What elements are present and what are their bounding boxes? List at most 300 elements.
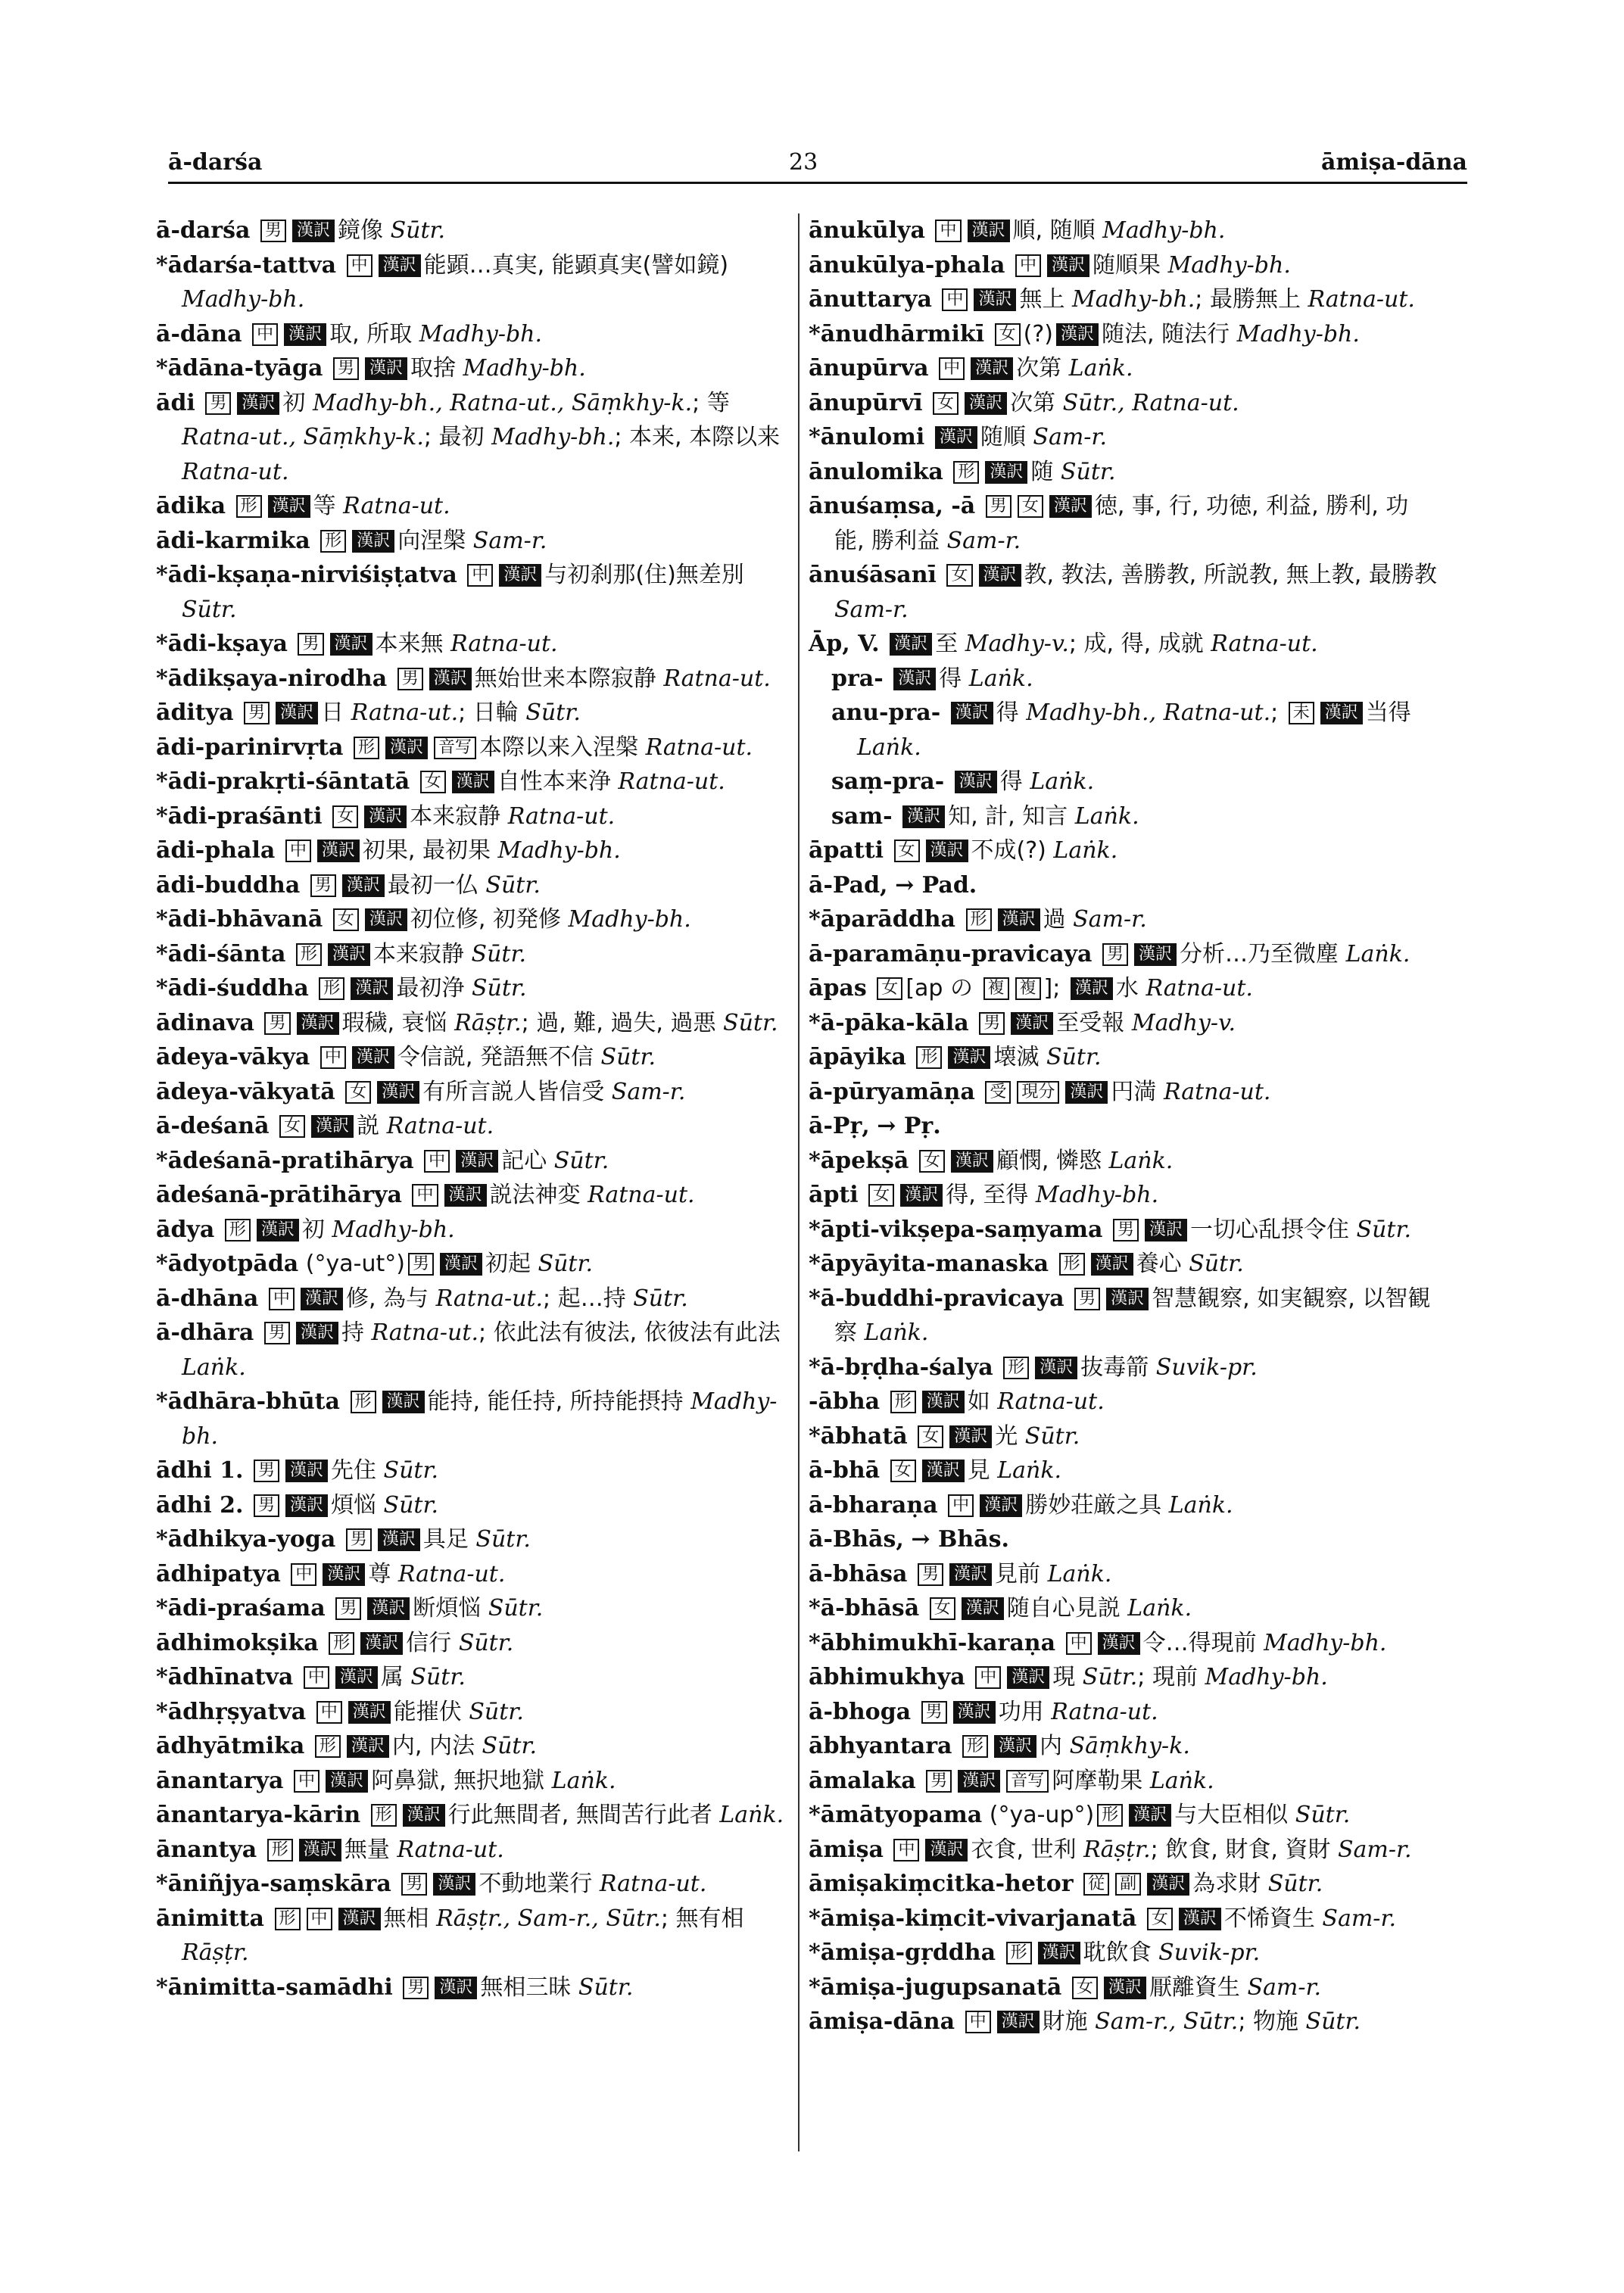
- dictionary-entry: [809, 1144, 1437, 1179]
- entry-headword: *ā-bṛḍha-śalya: [809, 1354, 993, 1381]
- entry-headword: ādinava: [156, 1009, 254, 1036]
- entry-headword: *āmiṣa-jugupsanatā: [809, 1974, 1062, 2001]
- entry-headword: ānupūrvī: [809, 389, 923, 416]
- gloss-text: 本際以来入涅槃: [479, 734, 646, 761]
- source-reference: Laṅk.: [1108, 1147, 1174, 1174]
- gloss-text: 説法神変: [489, 1182, 588, 1208]
- entry-headword: pra-: [831, 665, 884, 692]
- source-reference: Ratna-ut.: [645, 734, 753, 761]
- grammar-tag: 男: [926, 1770, 952, 1793]
- entry-headword: ādhi 1.: [156, 1457, 244, 1484]
- entry-headword: *ānulomi: [809, 424, 925, 450]
- gloss-text: 得: [939, 665, 969, 692]
- dictionary-entry: [156, 1902, 784, 1971]
- grammar-tag: 男: [310, 874, 336, 897]
- grammar-tag: 音写: [1006, 1770, 1049, 1793]
- source-reference: Laṅk.: [857, 734, 921, 761]
- source-reference: Madhy-v.: [1131, 1009, 1236, 1036]
- source-reference: Laṅk.: [182, 1354, 246, 1381]
- gloss-text: ; 日輪: [458, 699, 526, 726]
- translation-tag: 漢訳: [893, 668, 936, 690]
- source-reference: Sūtr.: [1305, 2008, 1361, 2035]
- entry-headword: ānuśāsanī: [809, 562, 937, 588]
- gloss-text: 説: [357, 1113, 387, 1139]
- gloss-text: 令信説, 発語無不信: [397, 1044, 601, 1070]
- translation-tag: 漢訳: [1134, 943, 1177, 966]
- entry-headword: ā-bhāsa: [809, 1560, 908, 1587]
- translation-tag: 漢訳: [985, 461, 1027, 484]
- gloss-text: 徳, 事, 行, 功徳, 利益, 勝利, 功能, 勝利益: [834, 493, 1409, 554]
- translation-tag: 漢訳: [367, 1597, 410, 1620]
- translation-tag: 漢訳: [994, 1735, 1036, 1758]
- grammar-tag: 女: [345, 1081, 371, 1104]
- source-reference: Laṅk.: [1168, 1491, 1233, 1519]
- dictionary-entry: [156, 662, 784, 696]
- entry-headword: *āniñjya-saṃskāra: [156, 1871, 391, 1897]
- source-reference: Sūtr.: [383, 1491, 439, 1519]
- entry-headword: ā-deśanā: [156, 1113, 270, 1139]
- source-reference: Sūtr.: [578, 1974, 634, 2001]
- source-reference: Laṅk.: [1030, 768, 1095, 795]
- source-reference: Ratna-ut.: [599, 1871, 707, 1897]
- grammar-tag: 女: [890, 1460, 916, 1482]
- grammar-tag: 中: [294, 1770, 320, 1793]
- gloss-text: 無始世来本際寂静: [474, 665, 664, 692]
- dictionary-entry: [809, 455, 1437, 490]
- gloss-text: 本来寂静: [410, 802, 508, 830]
- translation-tag: 漢訳: [328, 943, 370, 966]
- grammar-tag: 形: [953, 461, 979, 484]
- translation-tag: 漢訳: [365, 357, 407, 380]
- gloss-text: 本来無: [375, 631, 451, 657]
- gloss-text: 随法, 随法行: [1102, 320, 1237, 347]
- entry-headword: *ādikṣaya-nirodha: [156, 665, 388, 692]
- entry-headword: ānulomika: [809, 458, 943, 485]
- entry-headword: *ānudhārmikī: [809, 320, 985, 347]
- source-reference: Laṅk.: [1047, 1560, 1112, 1587]
- dictionary-entry: [156, 1109, 784, 1144]
- translation-tag: 漢訳: [971, 357, 1013, 380]
- dictionary-entry: [156, 1453, 784, 1488]
- grammar-tag: 女: [933, 392, 959, 415]
- dictionary-entry: [809, 213, 1437, 248]
- source-reference: Laṅk.: [1068, 355, 1133, 382]
- translation-tag: 漢訳: [949, 1425, 992, 1448]
- dictionary-entry: [156, 937, 784, 972]
- gloss-text: ; 起…持: [543, 1285, 634, 1312]
- source-reference: Madhy-bh.: [491, 424, 615, 450]
- dictionary-entry: [809, 833, 1437, 868]
- dictionary-entry: [156, 1798, 784, 1833]
- gloss-text: 不成(?): [971, 837, 1054, 864]
- grammar-tag: 形: [1006, 1942, 1032, 1964]
- grammar-tag: 形: [371, 1804, 397, 1827]
- gloss-text: ; 無有相: [660, 1905, 744, 1932]
- dictionary-entry: [809, 1591, 1437, 1626]
- gloss-text: 取, 所取: [329, 320, 419, 347]
- gloss-text: 現: [1052, 1664, 1083, 1690]
- dictionary-entry: [809, 696, 1437, 765]
- entry-headword: ā-dhāna: [156, 1285, 259, 1312]
- translation-tag: 漢訳: [351, 977, 393, 1000]
- dictionary-entry: [156, 868, 784, 903]
- grammar-tag: 形: [315, 1735, 341, 1758]
- entry-headword: ādi-buddha: [156, 871, 301, 899]
- grammar-tag: 現分: [1017, 1081, 1059, 1104]
- grammar-tag: 女: [877, 977, 902, 1000]
- dictionary-entry: [156, 1695, 784, 1730]
- grammar-tag: 中: [307, 1908, 332, 1930]
- source-reference: Sam-r.: [611, 1078, 686, 1105]
- entry-headword: āpatti: [809, 837, 884, 864]
- gloss-text: 能持, 能任持, 所持能摂持: [427, 1388, 691, 1415]
- gloss-text: 随自心見説: [1006, 1595, 1128, 1622]
- grammar-tag: 中: [316, 1701, 342, 1724]
- grammar-tag: 男: [397, 668, 423, 690]
- translation-tag: 漢訳: [1071, 977, 1113, 1000]
- left-column: [156, 213, 784, 2005]
- grammar-tag: 男: [346, 1528, 372, 1551]
- dictionary-entry: [809, 1695, 1437, 1730]
- entry-headword: ādi-karmika: [156, 527, 310, 554]
- source-reference: Madhy-bh., Ratna-ut., Sāṃkhy-k.: [312, 389, 693, 416]
- gloss-text: 信行: [406, 1629, 459, 1656]
- translation-tag: 漢訳: [1047, 254, 1089, 277]
- entry-headword: *ādeśanā-pratihārya: [156, 1147, 414, 1174]
- dictionary-entry: [809, 282, 1437, 317]
- gloss-text: ; 本来, 本際以来: [614, 424, 781, 450]
- grammar-tag: 形: [236, 495, 262, 518]
- dictionary-entry: [809, 386, 1437, 421]
- source-reference: Sūtr.: [458, 1629, 514, 1656]
- entry-headword: *āmātyopama: [809, 1802, 983, 1828]
- source-reference: Madhy-bh.: [1035, 1182, 1159, 1208]
- translation-tag: 漢訳: [935, 426, 977, 449]
- source-reference: Sūtr.: [471, 975, 527, 1002]
- dictionary-entry: [809, 1453, 1437, 1488]
- gloss-text: ; 成, 得, 成就: [1068, 631, 1211, 657]
- dictionary-entry: [156, 317, 784, 352]
- entry-headword: ā-pūryamāṇa: [809, 1078, 975, 1105]
- grammar-tag: 男: [918, 1563, 943, 1586]
- gloss-text: 至受報: [1056, 1009, 1132, 1036]
- entry-headword: saṃ-pra-: [831, 768, 945, 795]
- gloss-text: 壊滅: [993, 1044, 1047, 1070]
- translation-tag: 漢訳: [922, 1391, 965, 1413]
- source-reference: Sūtr.: [538, 1251, 594, 1277]
- source-reference: Madhy-bh., Ratna-ut.: [1026, 699, 1271, 726]
- source-reference: Sūtr.: [475, 1526, 531, 1553]
- dictionary-entry: [809, 765, 1437, 799]
- dictionary-entry: [809, 1109, 1437, 1144]
- dictionary-entry: [809, 1213, 1437, 1248]
- translation-tag: 漢訳: [299, 1839, 341, 1862]
- grammar-tag: 受: [985, 1081, 1011, 1104]
- source-reference: Madhy-bh.: [332, 1216, 455, 1243]
- dictionary-entry: [809, 1936, 1437, 1971]
- gloss-text: 有所言説人皆信受: [422, 1078, 612, 1105]
- grammar-tag: 中: [965, 2011, 991, 2033]
- entry-headword: āpāyika: [809, 1044, 906, 1070]
- grammar-tag: 形: [320, 530, 346, 553]
- entry-headword: *ādarśa-tattva: [156, 251, 337, 279]
- source-reference: Sam-r.: [834, 596, 909, 623]
- source-reference: Laṅk.: [1345, 940, 1410, 967]
- gloss-text: 知, 計, 知言: [948, 802, 1075, 830]
- source-reference: Sūtr.: [471, 940, 527, 967]
- translation-tag: 漢訳: [382, 1391, 425, 1413]
- dictionary-entry: [156, 799, 784, 834]
- translation-tag: 漢訳: [352, 1046, 394, 1069]
- dictionary-entry: [156, 902, 784, 937]
- gloss-text: 得: [996, 699, 1027, 726]
- grammar-tag: 形: [1003, 1357, 1029, 1379]
- translation-tag: 漢訳: [1038, 1942, 1080, 1964]
- source-reference: Ratna-ut.: [435, 1285, 544, 1312]
- source-reference: Madhy-bh.: [182, 1388, 778, 1450]
- dictionary-entry: [809, 1764, 1437, 1799]
- grammar-tag: 中: [1066, 1632, 1092, 1655]
- dictionary-entry: [809, 902, 1437, 937]
- grammar-tag: 形: [1059, 1253, 1085, 1276]
- translation-tag: 漢訳: [347, 1735, 389, 1758]
- source-reference: Sūtr.: [390, 217, 446, 244]
- grammar-tag: 男: [1102, 943, 1128, 966]
- gloss-text: 随: [1030, 458, 1061, 485]
- source-reference: Laṅk.: [1074, 802, 1139, 830]
- gloss-text: 次第: [1016, 355, 1069, 382]
- dictionary-entry: [809, 1040, 1437, 1075]
- translation-tag: 漢訳: [311, 1115, 354, 1138]
- entry-headword: āmalaka: [809, 1767, 916, 1794]
- gloss-text: 最初一仏: [387, 871, 486, 899]
- source-reference: Rāṣṭr., Sam-r., Sūtr.: [436, 1905, 661, 1932]
- dictionary-entry: [809, 248, 1437, 283]
- translation-tag: 漢訳: [965, 392, 1007, 415]
- dictionary-entry: [156, 1282, 784, 1316]
- entry-headword: āmiṣa-dāna: [809, 2008, 955, 2035]
- grammar-tag: 男: [335, 1597, 361, 1620]
- grammar-tag: 中: [939, 357, 965, 380]
- entry-headword: ānantya: [156, 1836, 257, 1863]
- dictionary-entry: [809, 1867, 1437, 1902]
- dictionary-entry: [809, 317, 1437, 352]
- dictionary-entry: [156, 627, 784, 662]
- grammar-tag: 形: [890, 1391, 916, 1413]
- grammar-tag: 中: [1015, 254, 1041, 277]
- entry-headword: *ādhikya-yoga: [156, 1526, 336, 1553]
- translation-tag: 漢訳: [951, 702, 993, 724]
- gloss-text: 持: [341, 1319, 372, 1346]
- grammar-tag: 男: [921, 1701, 947, 1724]
- source-reference: Laṅk.: [1127, 1595, 1192, 1622]
- entry-headword: *ābhimukhī-karaṇa: [809, 1629, 1056, 1656]
- translation-tag: 漢訳: [276, 702, 318, 724]
- entry-headword: ā-Pad,: [809, 871, 888, 899]
- entry-headword: āmiṣa: [809, 1836, 884, 1863]
- entry-headword: ānupūrva: [809, 355, 929, 382]
- gloss-text: 与大臣相似: [1174, 1802, 1295, 1828]
- gloss-text: 断煩悩: [413, 1595, 488, 1622]
- entry-headword: ādhipatya: [156, 1560, 281, 1587]
- gloss-text: 内: [1040, 1733, 1070, 1759]
- entry-headword: ādi-parinirvṛta: [156, 734, 344, 761]
- entry-headword: ā-dhāra: [156, 1319, 254, 1346]
- source-reference: Madhy-bh.: [182, 286, 305, 313]
- grammar-tag: 女: [1018, 495, 1043, 518]
- source-reference: Rāṣṭr.: [182, 1939, 249, 1966]
- column-divider: [798, 213, 800, 2151]
- dictionary-entry: [809, 1557, 1437, 1592]
- grammar-tag: 女: [919, 1150, 945, 1173]
- entry-headword: *ādi-prakṛti-śāntatā: [156, 768, 410, 795]
- source-reference: Ratna-ut.: [1308, 286, 1415, 313]
- entry-headword: *ādhīnatva: [156, 1664, 294, 1690]
- entry-headword: ānukūlya: [809, 217, 925, 244]
- gloss-text: 初位修, 初発修: [410, 906, 569, 933]
- grammar-tag: 中: [412, 1184, 438, 1207]
- dictionary-entry: [809, 2005, 1437, 2039]
- grammar-tag: 女: [333, 908, 359, 931]
- gloss-text: 厭離資生: [1149, 1974, 1248, 2001]
- translation-tag: 漢訳: [297, 1012, 339, 1035]
- dictionary-entry: [809, 1522, 1437, 1557]
- grammar-tag: 男: [1113, 1219, 1139, 1242]
- gloss-text: 随順果: [1093, 251, 1168, 279]
- cross-reference: → Bhās.: [911, 1526, 1009, 1553]
- dictionary-entry: [809, 627, 1437, 662]
- source-reference: Ratna-ut.: [663, 665, 771, 692]
- dictionary-entry: [156, 731, 784, 765]
- page-header: [168, 142, 1467, 184]
- translation-tag: 漢訳: [1129, 1804, 1171, 1827]
- translation-tag: 漢訳: [352, 530, 394, 553]
- entry-headword: ānuttarya: [809, 286, 932, 313]
- grammar-tag: 形: [351, 1391, 376, 1413]
- gloss-text: 日: [321, 699, 351, 726]
- grammar-tag: 形: [296, 943, 322, 966]
- entry-headword: -ābha: [809, 1388, 881, 1415]
- translation-tag: 漢訳: [1147, 1873, 1189, 1896]
- grammar-tag: 女: [332, 805, 358, 828]
- translation-tag: 漢訳: [330, 633, 372, 656]
- source-reference: Ratna-ut.: [997, 1388, 1105, 1415]
- grammar-tag: 中: [935, 220, 961, 242]
- dictionary-entry: [809, 937, 1437, 972]
- translation-tag: 漢訳: [323, 1563, 365, 1586]
- gloss-text: 本来寂静: [372, 940, 472, 967]
- gloss-text: 過: [1043, 906, 1074, 933]
- gloss-text: 行此無間者, 無間苦行此者: [447, 1802, 720, 1828]
- dictionary-entry: [809, 971, 1437, 1006]
- dictionary-entry: [809, 1971, 1437, 2005]
- gloss-text: ];: [1043, 975, 1068, 1002]
- gloss-text: 財施: [1042, 2008, 1096, 2035]
- gloss-text: ; 最初: [423, 424, 492, 450]
- source-reference: Sam-r.: [1247, 1974, 1322, 2001]
- grammar-tag: 形: [267, 1839, 293, 1862]
- source-reference: Sam-r.: [1322, 1905, 1397, 1932]
- entry-headword: ānantarya: [156, 1767, 284, 1794]
- grammar-tag: 形: [329, 1632, 354, 1655]
- gloss-text: 至: [935, 631, 965, 657]
- source-reference: Ratna-ut.: [1051, 1698, 1158, 1725]
- grammar-tag: 形: [966, 908, 992, 931]
- entry-headword: *āpti-vikṣepa-saṃyama: [809, 1216, 1103, 1243]
- dictionary-entry: [156, 1144, 784, 1179]
- grammar-tag: 中: [424, 1150, 450, 1173]
- source-reference: Sūtr.: [469, 1698, 524, 1725]
- grammar-tag: 複: [983, 977, 1009, 1000]
- gloss-text: 尊: [368, 1560, 398, 1587]
- dictionary-entry: [809, 1351, 1437, 1385]
- translation-tag: 漢訳: [403, 1804, 445, 1827]
- grammar-tag: 中: [942, 288, 968, 311]
- dictionary-entry: [809, 1075, 1437, 1110]
- translation-tag: 漢訳: [348, 1701, 391, 1724]
- source-reference: Ratna-ut.: [343, 493, 450, 519]
- entry-headword: ādhimokṣika: [156, 1629, 319, 1656]
- entry-headword: sam-: [831, 802, 893, 830]
- gloss-text: (?): [1023, 320, 1054, 347]
- dictionary-entry: [809, 420, 1437, 455]
- gloss-text: ; 飲食, 財食, 資財: [1150, 1836, 1338, 1863]
- dictionary-entry: [156, 1075, 784, 1110]
- source-reference: Sūtr.: [633, 1285, 688, 1312]
- gloss-text: ; 等: [692, 389, 730, 416]
- dictionary-entry: [809, 558, 1437, 627]
- translation-tag: 漢訳: [452, 771, 494, 793]
- entry-headword: *ā-bhāsā: [809, 1595, 920, 1622]
- dictionary-entry: [809, 1833, 1437, 1868]
- entry-headword: Āp, V.: [809, 631, 880, 657]
- entry-headword: ā-Pṛ,: [809, 1113, 870, 1139]
- dictionary-entry: [809, 1282, 1437, 1351]
- gloss-text: 為求財: [1192, 1871, 1268, 1897]
- source-reference: Rāṣṭr.: [1083, 1836, 1151, 1863]
- dictionary-entry: [156, 558, 784, 627]
- dictionary-entry: [156, 1040, 784, 1075]
- entry-headword: *āmiṣa-gṛddha: [809, 1939, 996, 1966]
- dictionary-entry: [156, 1488, 784, 1523]
- translation-tag: 漢訳: [979, 564, 1021, 587]
- translation-tag: 漢訳: [997, 2011, 1040, 2033]
- dictionary-entry: [156, 1591, 784, 1626]
- translation-tag: 漢訳: [900, 1184, 943, 1207]
- translation-tag: 漢訳: [1106, 1288, 1149, 1310]
- header-last-entry: āmiṣa-dāna: [1320, 149, 1467, 176]
- dictionary-entry: [809, 1626, 1437, 1661]
- entry-headword: ādeya-vākyatā: [156, 1078, 335, 1105]
- entry-headword: ādhi 2.: [156, 1491, 244, 1519]
- translation-tag: 漢訳: [285, 1494, 328, 1517]
- gloss-text: 瑕穢, 衰悩: [341, 1009, 455, 1036]
- translation-tag: 漢訳: [335, 1666, 378, 1689]
- translation-tag: 漢訳: [1320, 702, 1363, 724]
- source-reference: Madhy-bh.: [1205, 1664, 1328, 1690]
- entry-headword: *ādhṛṣyatva: [156, 1698, 307, 1725]
- gloss-text: 見: [967, 1457, 998, 1484]
- translation-tag: 漢訳: [326, 1770, 368, 1793]
- grammar-tag: 男: [254, 1460, 279, 1482]
- gloss-text: 水: [1115, 975, 1146, 1002]
- translation-tag: 漢訳: [268, 495, 310, 518]
- entry-headword: ā-bhā: [809, 1457, 881, 1484]
- entry-headword: ādeya-vākya: [156, 1044, 310, 1070]
- source-reference: Sūtr.: [383, 1457, 439, 1484]
- gloss-text: 能摧伏: [393, 1698, 469, 1725]
- gloss-text: ; 現前: [1137, 1664, 1205, 1690]
